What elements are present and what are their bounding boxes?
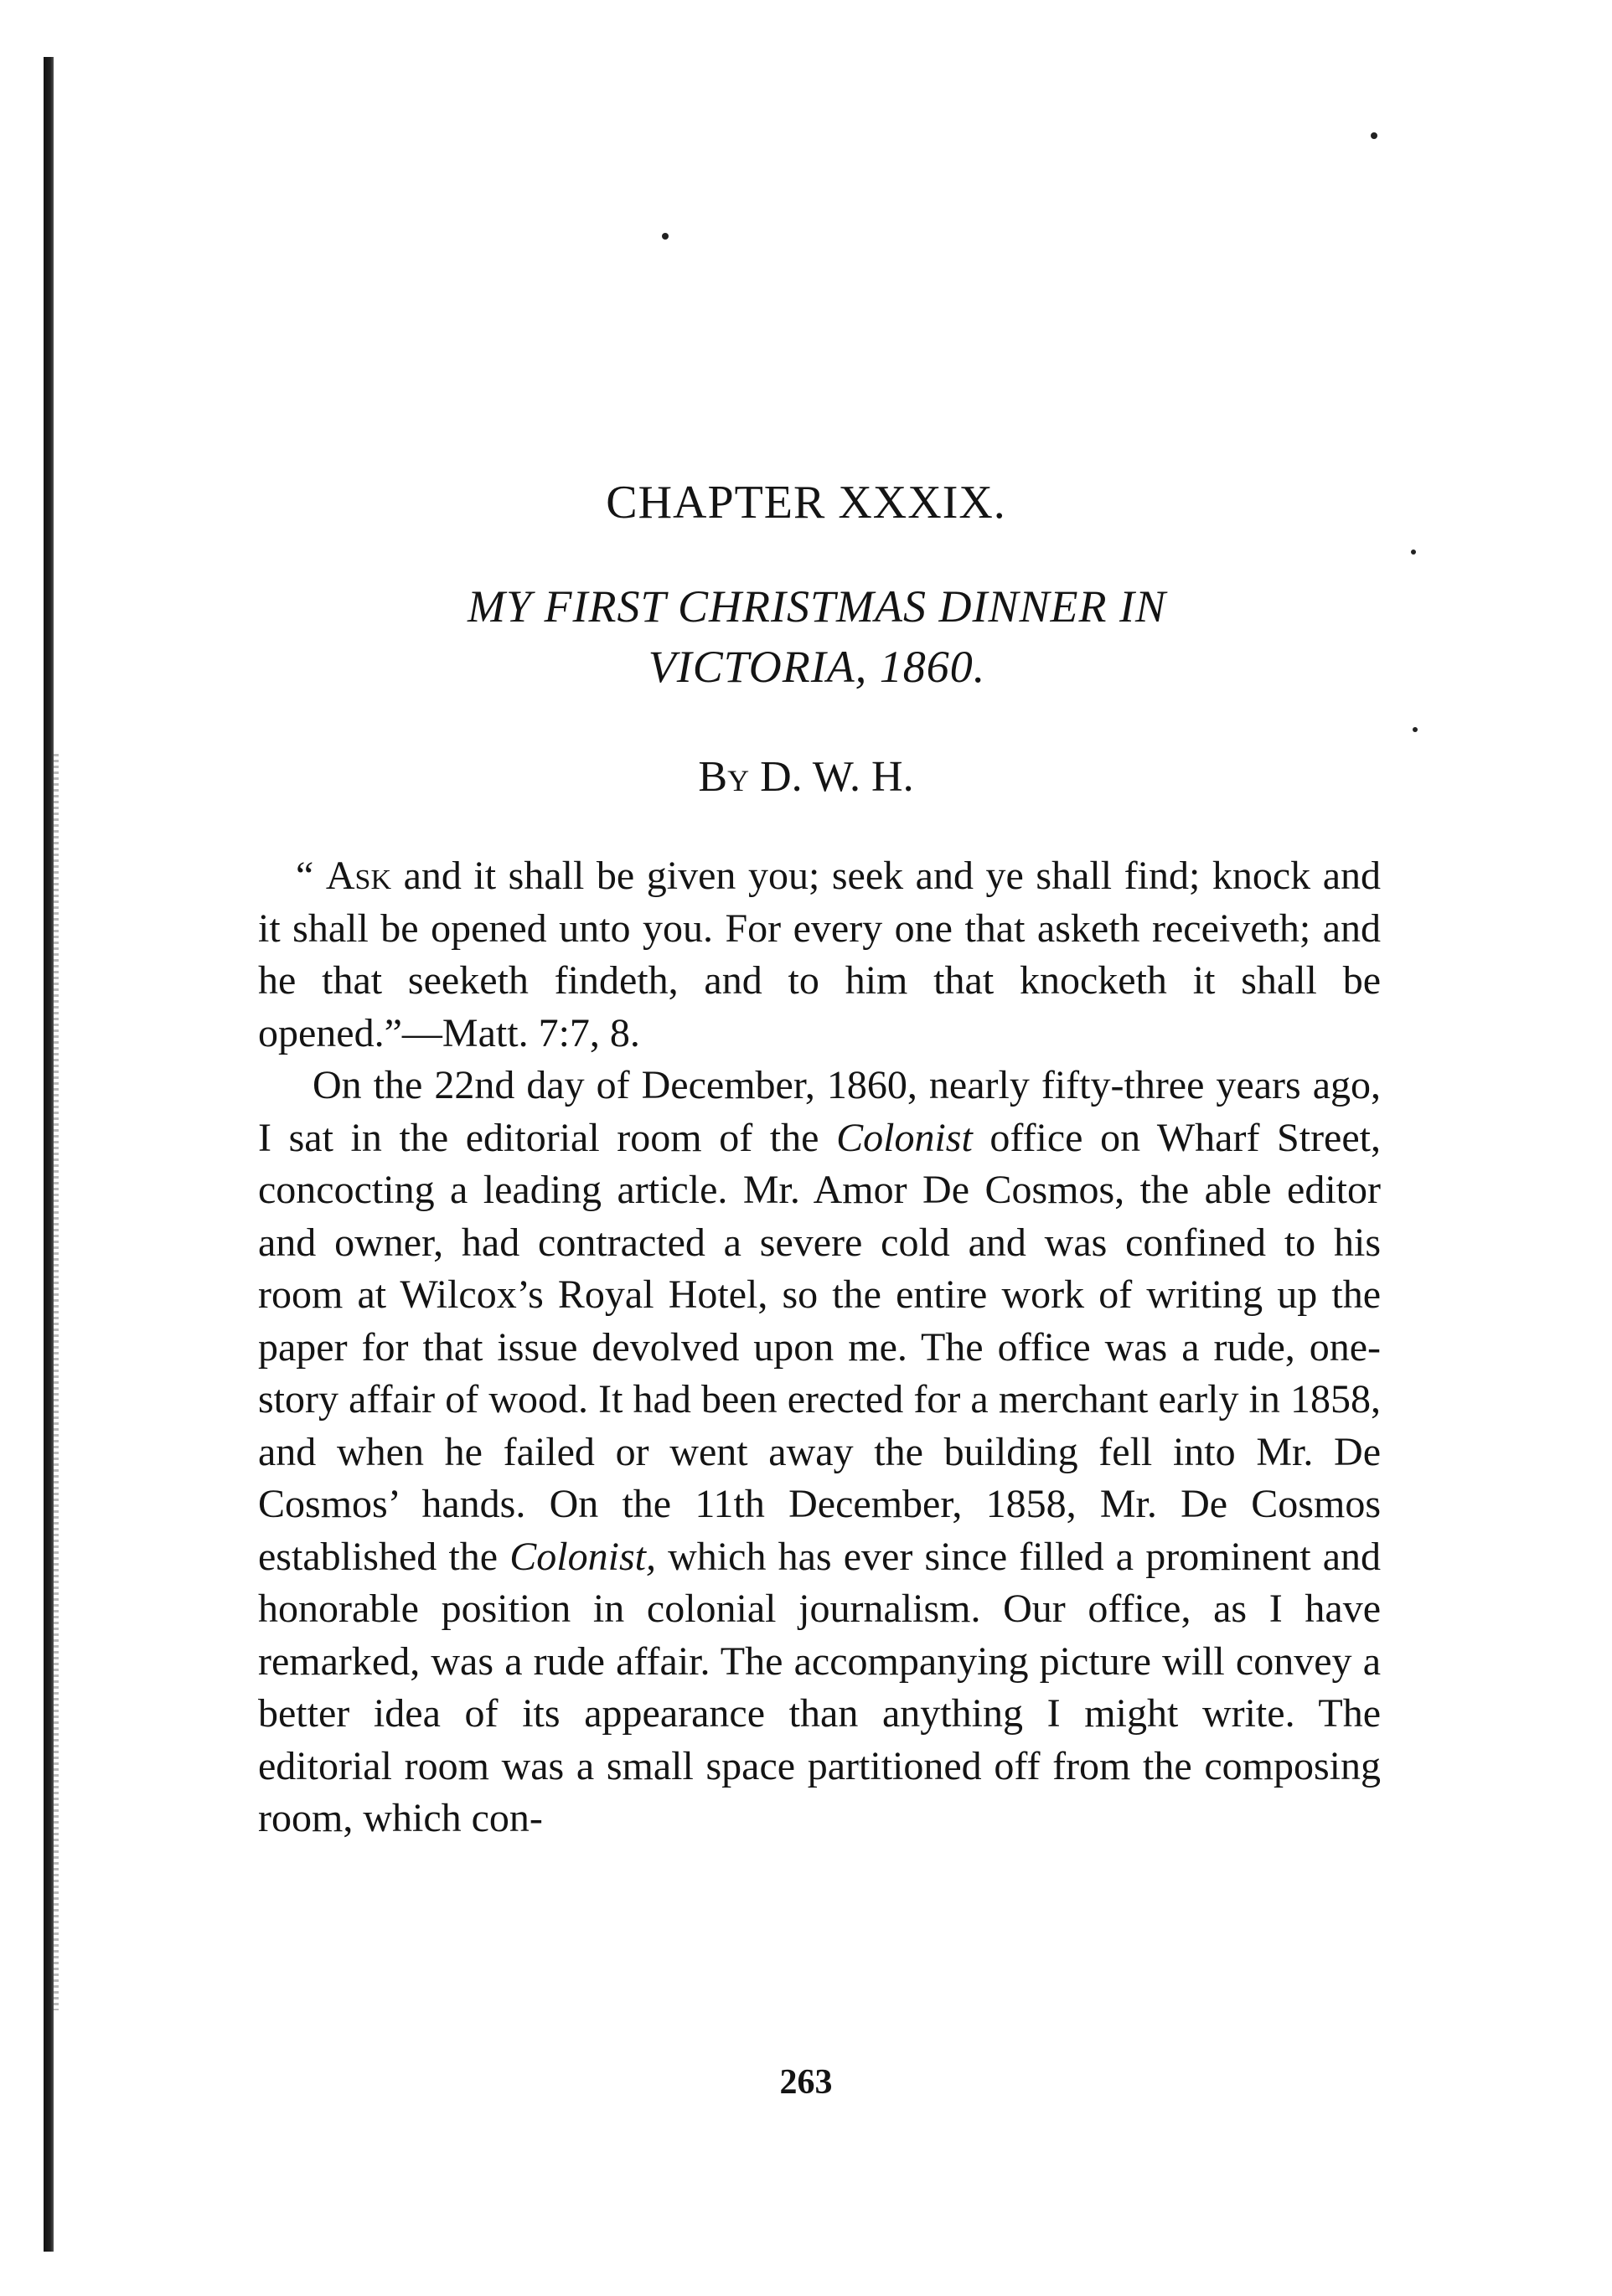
page-number: 263 — [779, 2063, 833, 2102]
quote-text: and it shall be given you; seek and ye shall find; knock and it shall be opened unto you. For every one that asketh receiveth; and he that seeketh findeth, and to him that knocketh it shall be opened.”—Matt. 7:7, 8. — [258, 854, 1382, 1055]
byline-prefix: By — [698, 753, 750, 801]
print-speck — [1413, 727, 1418, 732]
quote-first-word: Ask — [325, 854, 392, 898]
author-byline — [0, 752, 1612, 802]
paragraph-text-2: office on Wharf Street, concocting a leading article. Mr. Amor De Cosmos, the able editor and owner, had contracted a severe cold and was confined to his room at Wilcox’s Royal Hotel, so the entire work of writing up the paper for that issue devolved upon me. The office was a rude, one-story affair of wood. It had been erected for a merchant early in 1858, and when he failed or went away the building fell into Mr. De Cosmos’ hands. On the 11th December, 1858, Mr. De Cosmos established the — [258, 1115, 1381, 1579]
byline-author: D. W. H. — [749, 753, 914, 801]
page-binding-edge — [44, 57, 54, 2252]
page-binding-shadow — [54, 754, 59, 2010]
epigraph-quote: “ Ask and it shall be given you; seek and ye shall find; knock and it shall be opened unto you. For every one that asketh receiveth; and he that seeketh findeth, and to him that knocketh it shall be opened.”—Matt. 7:7, 8. — [258, 854, 1382, 1055]
chapter-title-line-1: MY FIRST CHRISTMAS DINNER IN — [468, 581, 1166, 632]
paragraph-text-3: which has ever since filled a prominent and honorable position in colonial journalism. Our office, as I have remarked, was a rude affair. The accompanying picture will convey a better idea of its appearance than anything I might write. The editorial room was a small space partitioned off from the composing room, which con- — [258, 1534, 1382, 1840]
body-text — [258, 850, 1381, 1845]
newspaper-name: Colonist, — [509, 1534, 656, 1579]
paragraph-text-1: On the 22nd day of December, 1860, nearly fifty-three years ago, I sat in the editorial room of the — [258, 1063, 1381, 1160]
chapter-title-line-2: VICTORIA, 1860. — [648, 642, 986, 692]
print-speck — [1411, 549, 1416, 555]
chapter-title — [251, 576, 1382, 697]
chapter-heading: CHAPTER XXXIX. — [606, 477, 1006, 529]
print-speck — [662, 233, 669, 240]
paragraph — [258, 1060, 1381, 1845]
print-speck — [1371, 132, 1377, 139]
newspaper-name: Colonist — [836, 1115, 973, 1160]
